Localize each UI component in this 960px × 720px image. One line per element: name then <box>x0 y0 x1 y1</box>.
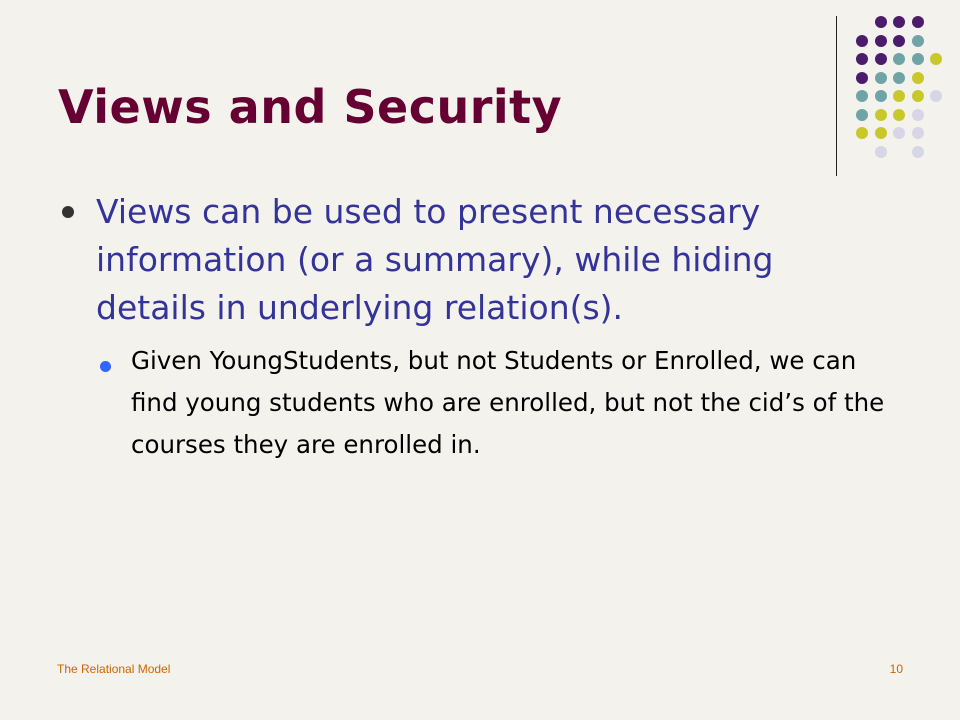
decorative-dot <box>893 90 905 102</box>
decorative-dot <box>856 109 868 121</box>
decorative-dot <box>856 127 868 139</box>
decorative-dot <box>856 35 868 47</box>
sub-bullet-dot-icon <box>100 361 111 372</box>
decorative-dot <box>875 16 887 28</box>
decorative-dot <box>893 16 905 28</box>
decorative-dot <box>930 53 942 65</box>
decorative-dot <box>912 72 924 84</box>
bullet-text: Views can be used to present necessary information (or a summary), while hiding details in underlying relation(s). <box>96 192 774 327</box>
bullet-dot-icon <box>62 206 74 218</box>
slide-title: Views and Security <box>58 80 563 134</box>
page-number: 10 <box>889 662 903 676</box>
decorative-dot <box>912 16 924 28</box>
decorative-dot <box>856 53 868 65</box>
decorative-dot <box>893 127 905 139</box>
decorative-dot <box>856 72 868 84</box>
decorative-dot <box>856 90 868 102</box>
decorative-dot <box>875 146 887 158</box>
sub-bullet-text: Given YoungStudents, but not Students or Enrolled, we can find young students who are enrolled, but not the cid’s of the courses they are enrolled in. <box>131 346 885 459</box>
footer-title: The Relational Model <box>57 662 171 676</box>
decorative-dot <box>875 127 887 139</box>
decorative-dot <box>912 35 924 47</box>
decorative-dot <box>912 127 924 139</box>
decorative-dot <box>875 109 887 121</box>
decorative-dot <box>893 53 905 65</box>
decorative-dot <box>875 35 887 47</box>
decorative-divider-line <box>836 16 837 176</box>
decorative-dot <box>912 90 924 102</box>
decorative-dot <box>912 53 924 65</box>
decorative-dot <box>893 35 905 47</box>
decorative-dot <box>912 146 924 158</box>
decorative-dot <box>893 109 905 121</box>
decorative-dot <box>875 90 887 102</box>
decorative-dot <box>875 72 887 84</box>
decorative-dot <box>930 90 942 102</box>
decorative-dot <box>893 72 905 84</box>
decorative-dot <box>875 53 887 65</box>
decorative-dot <box>912 109 924 121</box>
